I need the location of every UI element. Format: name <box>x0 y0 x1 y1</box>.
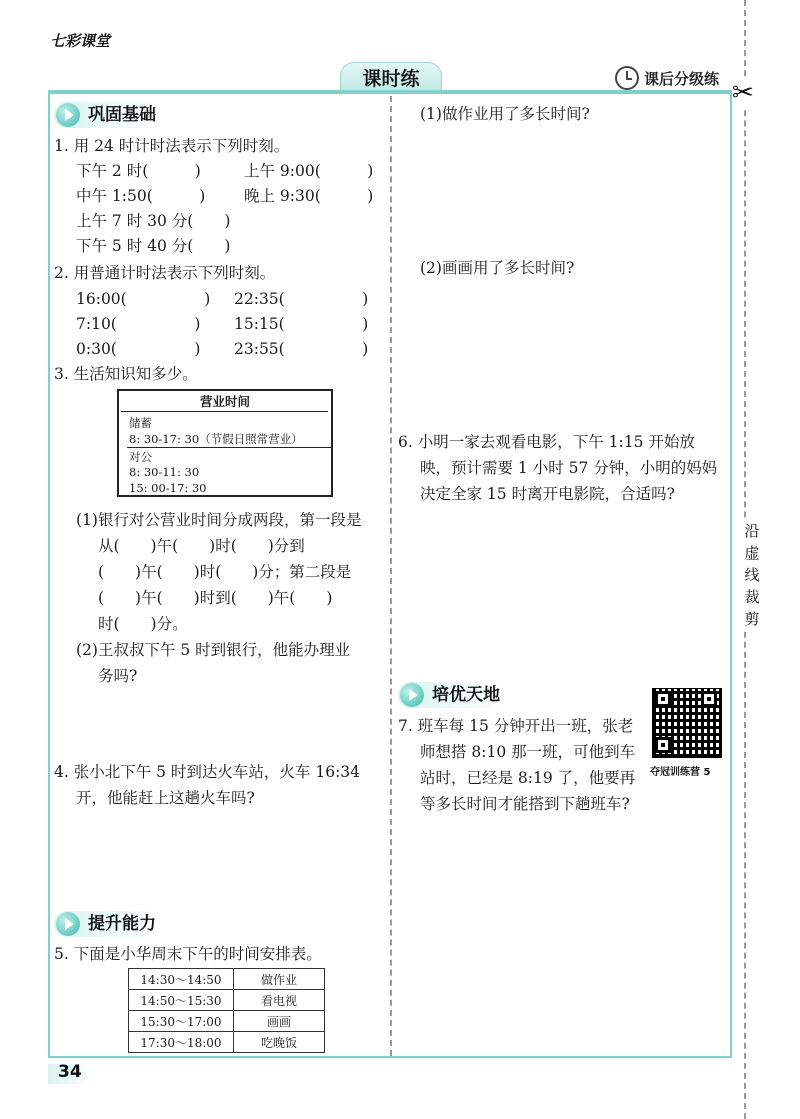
schedule-time: 14:50～15:30 <box>129 990 234 1011</box>
q3-stem: 3. 生活知识知多少。 <box>54 365 198 383</box>
table-row <box>129 1011 325 1032</box>
q6-line: 决定全家 15 时离开电影院，合适吗? <box>420 485 675 503</box>
play-icon <box>56 912 80 936</box>
q5-stem: 5. 下面是小华周末下午的时间安排表。 <box>54 945 322 963</box>
schedule-activity: 看电视 <box>234 990 325 1011</box>
q3-part2-line: 务吗? <box>98 667 138 685</box>
q7-line: 师想搭 8:10 那一班，可他到车 <box>420 743 636 761</box>
box-rule <box>121 411 328 412</box>
q1-stem: 1. 用 24 时计时法表示下列时刻。 <box>54 137 290 155</box>
q2-item: 23:55( ) <box>234 340 369 358</box>
qr-code-icon[interactable] <box>652 688 722 758</box>
q1-item: 中午 1:50( ) <box>76 187 206 205</box>
clock-icon <box>615 66 639 90</box>
q2-stem: 2. 用普通计时法表示下列时刻。 <box>54 264 276 282</box>
q3-part1-line: ( )午( )时( )分；第二段是 <box>98 563 352 581</box>
business-hours-title: 营业时间 <box>199 394 250 409</box>
section-header-advanced: 培优天地 <box>398 682 510 708</box>
schedule-time: 15:30～17:00 <box>129 1011 234 1032</box>
q2-item: 16:00( ) <box>76 290 211 308</box>
q7-line: 站时，已经是 8:19 了，他要再 <box>420 769 636 787</box>
section-header-basics: 巩固基础 <box>54 102 166 128</box>
q1-item: 下午 5 时 40 分( ) <box>76 237 231 255</box>
qr-label: 夺冠训练营 5 <box>650 767 711 778</box>
schedule-time: 14:30～14:50 <box>129 969 234 990</box>
q3-part1-line: 从( )午( )时( )分到 <box>98 537 305 555</box>
table-row <box>129 969 325 990</box>
q1-item: 上午 9:00( ) <box>244 162 374 180</box>
scissors-icon: ✂ <box>732 78 754 108</box>
q6-line: 6. 小明一家去观看电影，下午 1:15 开始放 <box>398 433 695 451</box>
q1-item: 上午 7 时 30 分( ) <box>76 212 231 230</box>
schedule-activity: 做作业 <box>234 969 325 990</box>
q1-item: 晚上 9:30( ) <box>244 187 374 205</box>
q3-part2-line: (2)王叔叔下午 5 时到银行，他能办理业 <box>76 641 351 659</box>
brand-logo: 七彩课堂 <box>50 32 111 50</box>
q3-part1-line: ( )午( )时到( )午( ) <box>98 589 333 607</box>
q2-item: 0:30( ) <box>76 340 201 358</box>
header-right-label: 课后分级练 <box>644 70 720 88</box>
q2-item: 22:35( ) <box>234 290 369 308</box>
page-number: 34 <box>58 1062 82 1082</box>
column-divider <box>390 96 392 1056</box>
schedule-activity: 吃晚饭 <box>234 1032 325 1053</box>
hours-line: 8: 30-11: 30 <box>129 465 200 479</box>
q3-part1-line: (1)银行对公营业时间分成两段，第一段是 <box>76 511 362 529</box>
table-row <box>129 990 325 1011</box>
page-title: 课时练 <box>340 62 442 93</box>
q4-line: 4. 张小北下午 5 时到达火车站，火车 16:34 <box>54 763 361 781</box>
q4-line: 开，他能赶上这趟火车吗? <box>76 789 255 807</box>
q2-item: 15:15( ) <box>234 315 369 333</box>
schedule-table <box>128 968 325 1053</box>
q3-part1-line: 时( )分。 <box>98 615 188 633</box>
box-rule <box>127 447 332 448</box>
hours-line: 对公 <box>129 450 152 464</box>
q2-item: 7:10( ) <box>76 315 201 333</box>
play-icon <box>400 683 424 707</box>
q5-part2: (2)画画用了多长时间? <box>420 259 575 277</box>
q7-line: 7. 班车每 15 分钟开出一班，张老 <box>398 717 634 735</box>
section-header-improve: 提升能力 <box>54 911 166 937</box>
hours-line: 8: 30-17: 30（节假日照常营业） <box>129 432 303 446</box>
play-icon <box>56 103 80 127</box>
schedule-activity: 画画 <box>234 1011 325 1032</box>
hours-line: 储蓄 <box>129 416 152 430</box>
q6-line: 映，预计需要 1 小时 57 分钟，小明的妈妈 <box>420 459 718 477</box>
hours-line: 15: 00-17: 30 <box>129 481 207 495</box>
table-row <box>129 1032 325 1053</box>
q7-line: 等多长时间才能搭到下趟班车? <box>420 795 630 813</box>
schedule-time: 17:30～18:00 <box>129 1032 234 1053</box>
q5-part1: (1)做作业用了多长时间? <box>420 105 590 123</box>
cut-instruction: 沿虚线裁剪 <box>742 520 762 630</box>
q1-item: 下午 2 时( ) <box>76 162 201 180</box>
